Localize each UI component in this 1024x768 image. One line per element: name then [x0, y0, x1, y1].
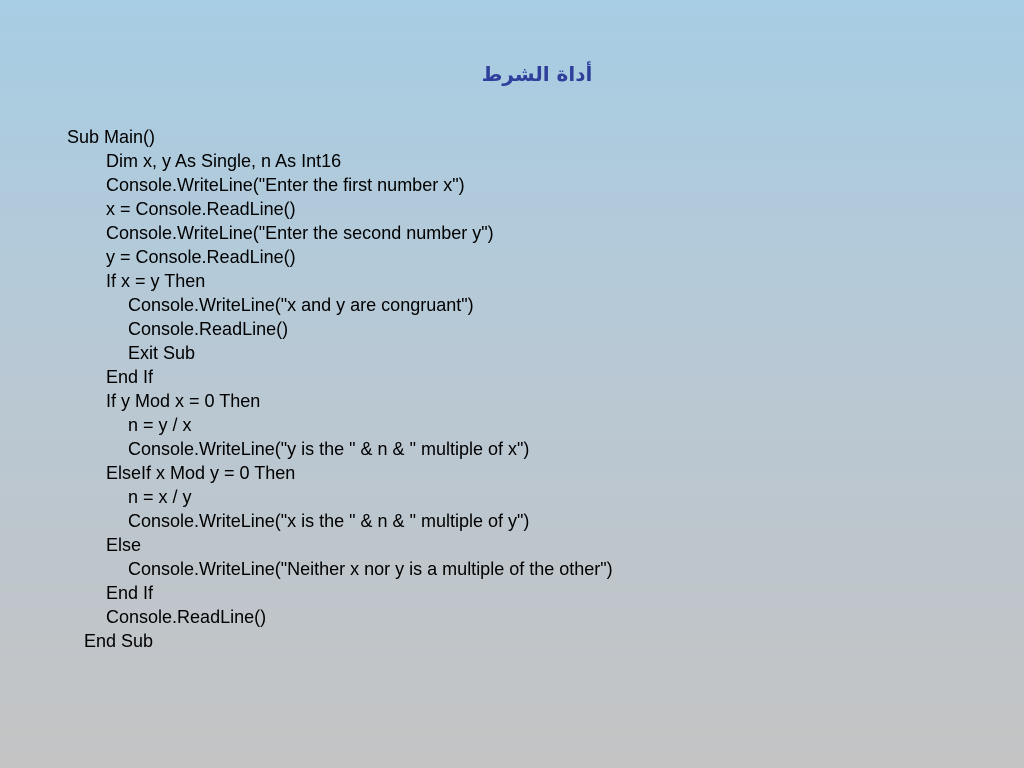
code-line: End If	[106, 583, 154, 603]
code-line: n = y / x	[128, 415, 192, 435]
code-line: Console.WriteLine("x and y are congruant")	[128, 295, 474, 315]
code-line: ElseIf x Mod y = 0 Then	[106, 463, 296, 483]
code-line: Dim x, y As Single, n As Int16	[106, 151, 342, 171]
slide-title: أداة الشرط	[481, 62, 593, 86]
code-line: Console.WriteLine("Enter the second number y")	[106, 223, 494, 243]
code-line: Sub Main()	[67, 127, 156, 147]
code-line: Console.ReadLine()	[106, 607, 267, 627]
code-block	[67, 125, 613, 653]
code-line: Console.ReadLine()	[128, 319, 289, 339]
code-line: y = Console.ReadLine()	[106, 247, 296, 267]
code-line: Console.WriteLine("Neither x nor y is a multiple of the other")	[128, 559, 613, 579]
code-line: End If	[106, 367, 154, 387]
code-line: n = x / y	[128, 487, 192, 507]
code-line: Console.WriteLine("y is the " & n & " multiple of x")	[128, 439, 530, 459]
code-line: If x = y Then	[106, 271, 206, 291]
code-line: Exit Sub	[128, 343, 196, 363]
code-line: Console.WriteLine("Enter the first number x")	[106, 175, 465, 195]
code-line: Console.WriteLine("x is the " & n & " multiple of y")	[128, 511, 530, 531]
code-line: If y Mod x = 0 Then	[106, 391, 261, 411]
code-line: Else	[106, 535, 142, 555]
code-line: x = Console.ReadLine()	[106, 199, 296, 219]
code-line: End Sub	[84, 631, 154, 651]
